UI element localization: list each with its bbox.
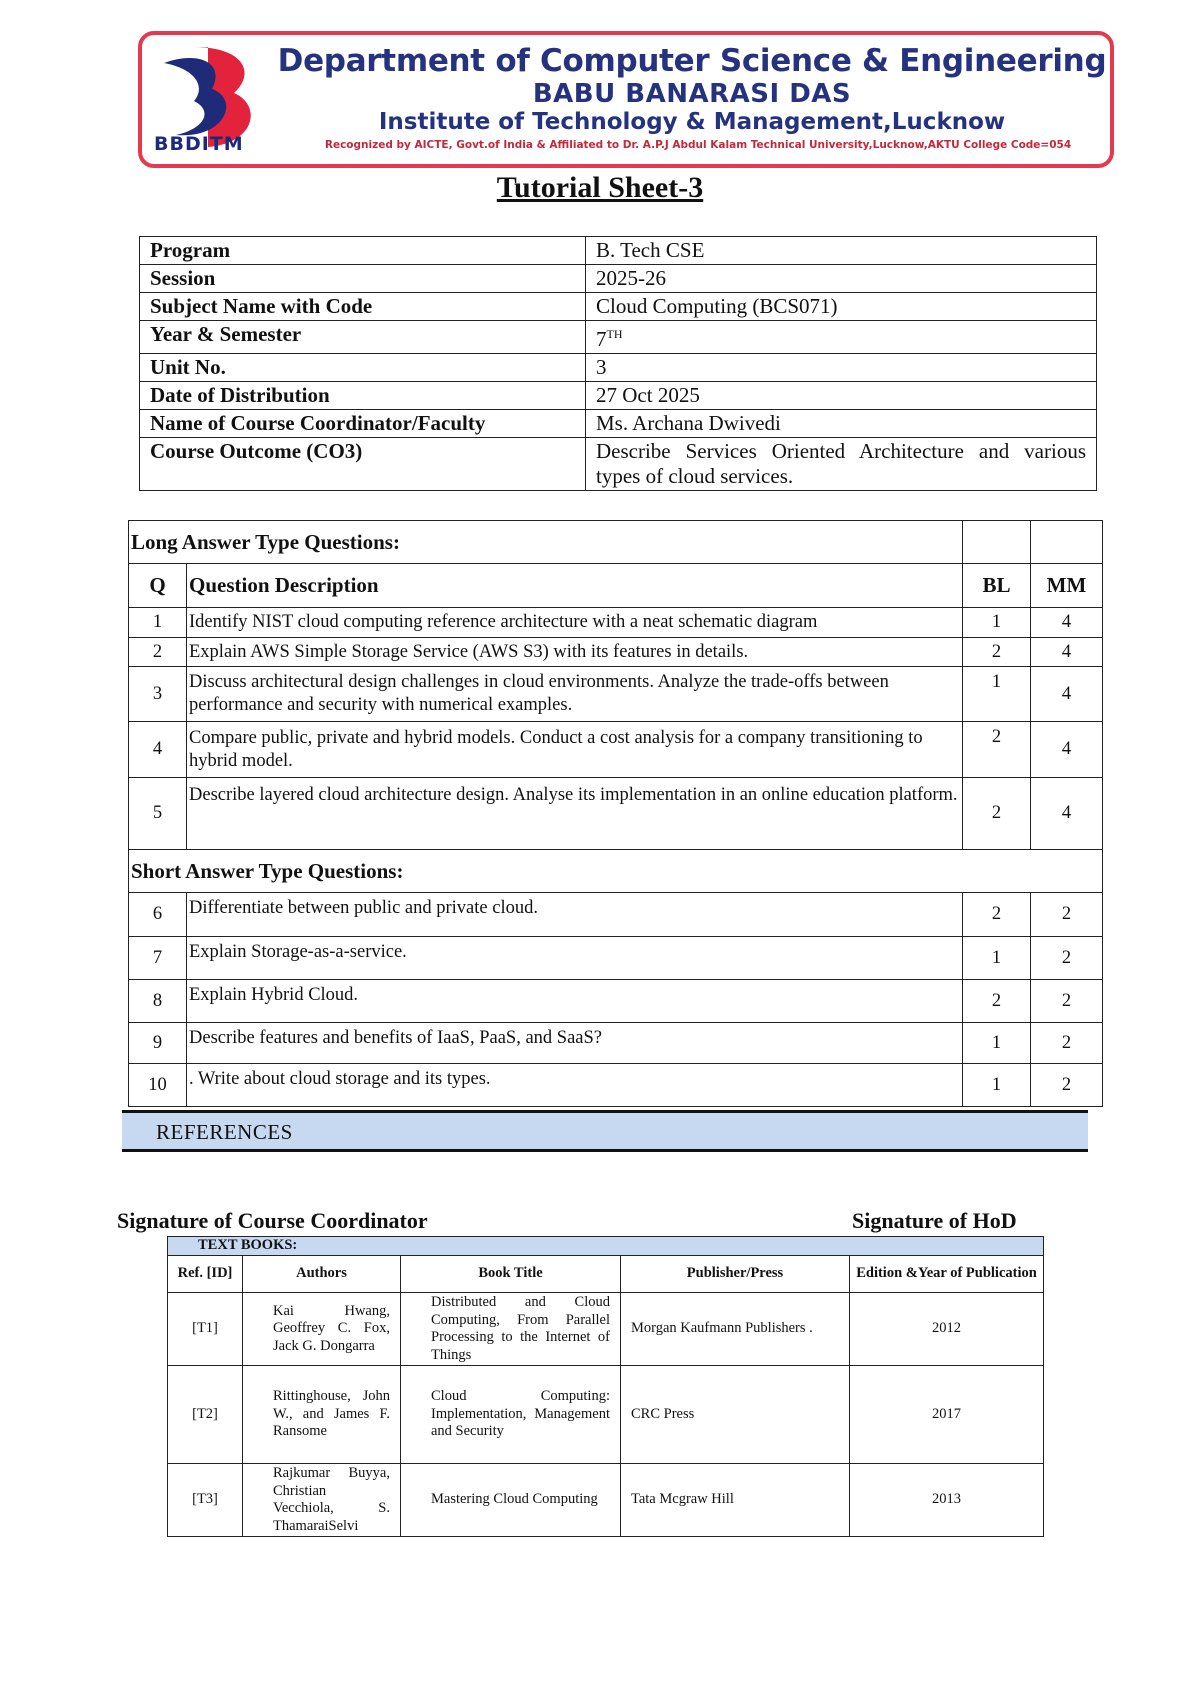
col-mm: MM [1031, 564, 1103, 608]
question-row: 3 Discuss architectural design challenges in cloud environments. Analyze the trade-offs between performance and security with numerical examples. 1 4 [129, 667, 1103, 722]
question-row: 10 . Write about cloud storage and its types. 1 2 [129, 1064, 1103, 1107]
textbooks-table [167, 1236, 1044, 1537]
textbooks-caption: TEXT BOOKS: [168, 1237, 1044, 1256]
logo-text: BBDITM [154, 133, 244, 155]
info-row [140, 321, 1097, 354]
info-key: Date of Distribution [140, 382, 586, 410]
page-title: Tutorial Sheet-3 [496, 171, 704, 204]
col-q: Q [129, 564, 187, 608]
textbooks-caption-row [168, 1237, 1044, 1256]
col-publisher: Publisher/Press [621, 1256, 850, 1293]
col-bl: BL [963, 564, 1031, 608]
info-value: Ms. Archana Dwivedi [586, 410, 1097, 438]
course-info-table [139, 236, 1097, 491]
question-row: 7 Explain Storage-as-a-service. 1 2 [129, 937, 1103, 980]
info-value: 7TH [586, 321, 1097, 354]
info-value: 27 Oct 2025 [586, 382, 1097, 410]
info-row [140, 410, 1097, 438]
question-row: 1 Identify NIST cloud computing reference architecture with a neat schematic diagram 1 4 [129, 608, 1103, 638]
question-row: 2 Explain AWS Simple Storage Service (AWS S3) with its features in details. 2 4 [129, 638, 1103, 667]
questions-table [128, 520, 1103, 1107]
info-key: Session [140, 265, 586, 293]
institute-subname: Institute of Technology & Management,Lucknow [378, 109, 1006, 135]
info-value: 2025-26 [586, 265, 1097, 293]
textbook-row: [T2] Rittinghouse, John W., and James F. Ransome Cloud Computing: Implementation, Management and Security CRC Press 2017 [168, 1366, 1044, 1464]
info-key: Program [140, 237, 586, 265]
info-value: Describe Services Oriented Architecture and various types of cloud services. [586, 438, 1097, 491]
col-title: Book Title [401, 1256, 621, 1293]
question-row: 5 Describe layered cloud architecture design. Analyse its implementation in an online education platform. 2 4 [129, 778, 1103, 850]
department-name: Department of Computer Science & Engineering [277, 43, 1107, 79]
info-key: Year & Semester [140, 321, 586, 354]
signature-coordinator: Signature of Course Coordinator [117, 1208, 428, 1233]
info-value: 3 [586, 354, 1097, 382]
textbook-row: [T3] Rajkumar Buyya, Christian Vecchiola, S. ThamaraiSelvi Mastering Cloud Computing Tata Mcgraw Hill 2013 [168, 1464, 1044, 1537]
info-value: B. Tech CSE [586, 237, 1097, 265]
question-row: 6 Differentiate between public and private cloud. 2 2 [129, 893, 1103, 937]
recognition-note: Recognized by AICTE, Govt.of India & Affiliated to Dr. A.P.J Abdul Kalam Technical University,Lucknow,AKTU College Code=054 [324, 139, 1072, 151]
info-key: Course Outcome (CO3) [140, 438, 586, 491]
info-value: Cloud Computing (BCS071) [586, 293, 1097, 321]
long-answer-heading: Long Answer Type Questions: [129, 521, 963, 564]
section-header-row [129, 850, 1103, 893]
signature-hod: Signature of HoD [852, 1208, 1017, 1233]
info-key: Subject Name with Code [140, 293, 586, 321]
info-row [140, 265, 1097, 293]
institute-name: BABU BANARASI DAS [532, 79, 852, 109]
info-key: Unit No. [140, 354, 586, 382]
info-row [140, 293, 1097, 321]
column-header-row [129, 564, 1103, 608]
references-heading: REFERENCES [122, 1110, 1088, 1152]
col-desc: Question Description [187, 564, 963, 608]
question-row: 9 Describe features and benefits of IaaS, PaaS, and SaaS? 1 2 [129, 1023, 1103, 1064]
textbook-row: [T1] Kai Hwang, Geoffrey C. Fox, Jack G. Dongarra Distributed and Cloud Computing, From Parallel Processing to the Internet of Things Morgan Kaufmann Publishers . 2012 [168, 1293, 1044, 1366]
header-banner [138, 31, 1114, 168]
col-ref: Ref. [ID] [168, 1256, 243, 1293]
info-row [140, 438, 1097, 491]
textbooks-header-row [168, 1256, 1044, 1293]
info-row [140, 237, 1097, 265]
col-edition: Edition &Year of Publication [850, 1256, 1044, 1293]
question-row: 4 Compare public, private and hybrid models. Conduct a cost analysis for a company transitioning to hybrid model. 2 4 [129, 722, 1103, 778]
section-header-row [129, 521, 1103, 564]
info-row [140, 354, 1097, 382]
col-authors: Authors [243, 1256, 401, 1293]
short-answer-heading: Short Answer Type Questions: [129, 850, 1103, 893]
info-key: Name of Course Coordinator/Faculty [140, 410, 586, 438]
question-row: 8 Explain Hybrid Cloud. 2 2 [129, 980, 1103, 1023]
info-row [140, 382, 1097, 410]
